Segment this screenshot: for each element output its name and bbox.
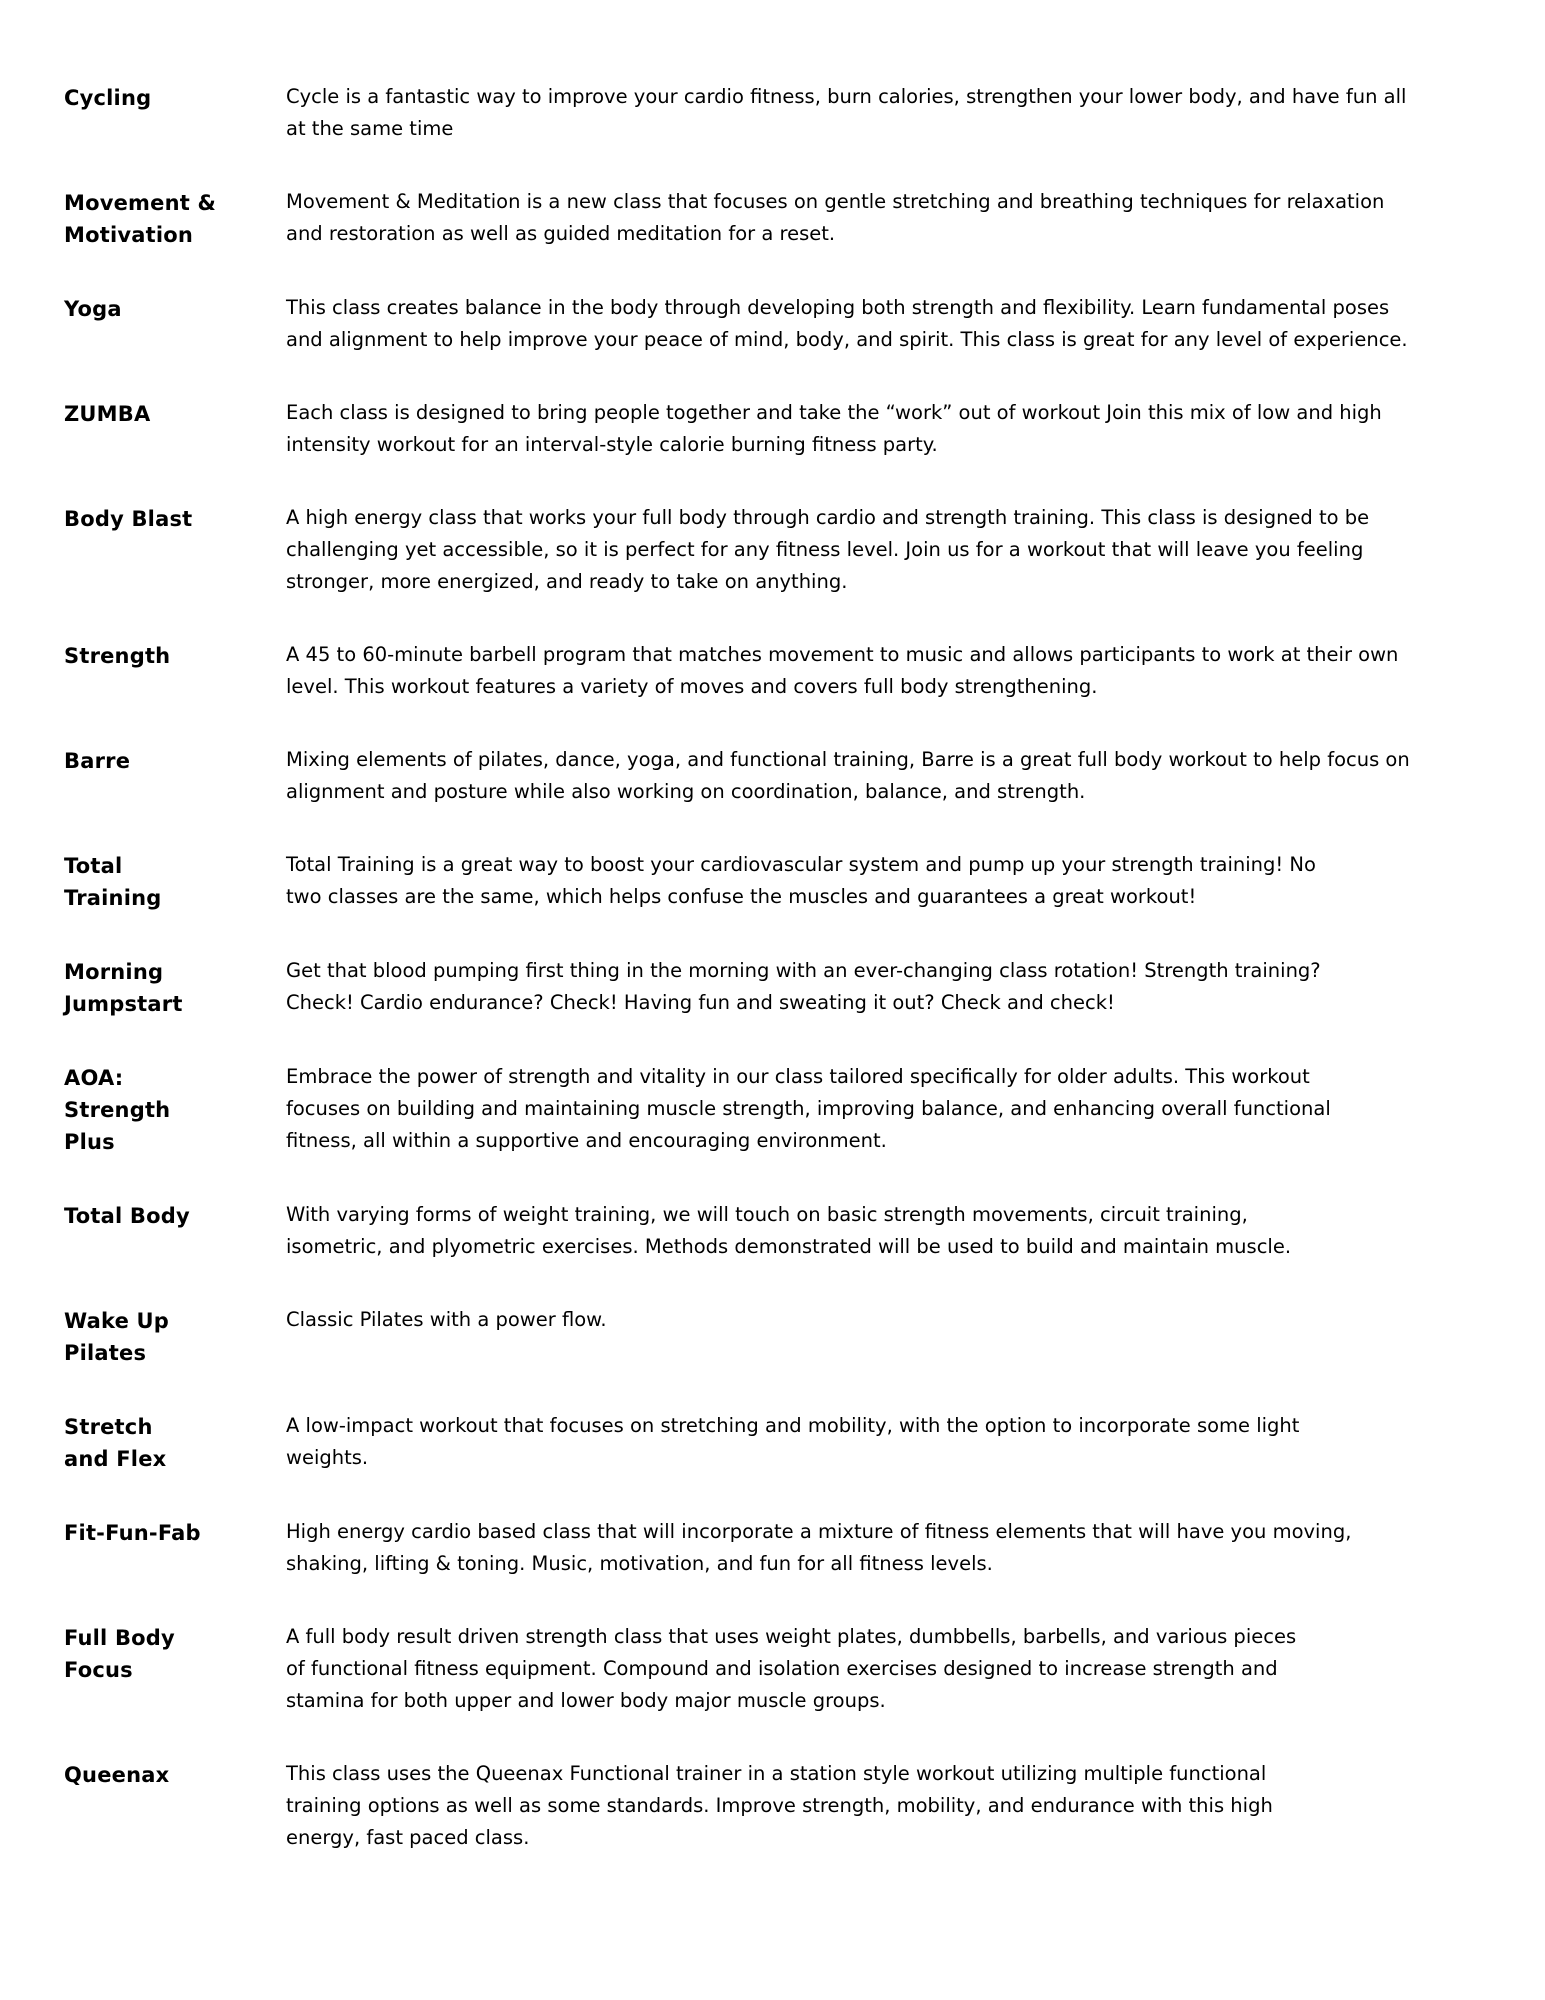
class-name-line: Total [64,854,123,878]
class-description [286,501,1464,598]
class-row [64,1620,1464,1717]
class-name [64,185,286,251]
class-description-line: shaking, lifting & toning. Music, motivation, and fun for all fitness levels. [286,1552,993,1575]
class-description-line: This class creates balance in the body through developing both strength and flexibility. Learn fundamental poses [286,296,1390,319]
class-description-line: A low-impact workout that focuses on stretching and mobility, with the option to incorporate some light [286,1414,1300,1437]
class-name [64,638,286,672]
class-row [64,185,1464,251]
class-row [64,954,1464,1020]
class-name-line: Plus [64,1130,115,1154]
class-description-line: fitness, all within a supportive and encouraging environment. [286,1129,887,1152]
class-description-line: This class uses the Queenax Functional trainer in a station style workout utilizing multiple functional [286,1762,1267,1785]
class-description-line: weights. [286,1446,369,1469]
class-description [286,291,1464,356]
class-name-line: Training [64,886,162,910]
class-description [286,848,1464,913]
class-description [286,185,1464,250]
class-description-line: stamina for both upper and lower body major muscle groups. [286,1689,886,1712]
class-description [286,1060,1464,1157]
class-name [64,1515,286,1549]
class-row [64,1198,1464,1263]
class-description-line: isometric, and plyometric exercises. Methods demonstrated will be used to build and maintain muscle. [286,1235,1292,1258]
class-description-line: Check! Cardio endurance? Check! Having fun and sweating it out? Check and check! [286,991,1115,1014]
class-description [286,638,1464,703]
class-name-line: Strength [64,644,171,668]
class-row [64,1060,1464,1158]
class-row [64,1409,1464,1475]
class-description-line: challenging yet accessible, so it is perfect for any fitness level. Join us for a workout that will leave you feeling [286,538,1364,561]
class-description-line: High energy cardio based class that will incorporate a mixture of fitness elements that will have you moving, [286,1520,1352,1543]
class-name [64,848,286,914]
class-name-line: Queenax [64,1763,170,1787]
class-name-line: Wake Up [64,1309,170,1333]
class-row [64,1303,1464,1369]
class-description-line: A full body result driven strength class that uses weight plates, dumbbells, barbells, and various pieces [286,1625,1297,1648]
class-description-line: Movement & Meditation is a new class that focuses on gentle stretching and breathing techniques for relaxation [286,190,1385,213]
class-description-line: level. This workout features a variety of moves and covers full body strengthening. [286,675,1098,698]
class-name [64,396,286,430]
class-description [286,1198,1464,1263]
class-name [64,1303,286,1369]
class-name-line: Full Body [64,1626,175,1650]
class-description-line: A high energy class that works your full body through cardio and strength training. This class is designed to be [286,506,1370,529]
class-description-line: alignment and posture while also working on coordination, balance, and strength. [286,780,1086,803]
class-row [64,501,1464,598]
class-name [64,743,286,777]
class-description [286,954,1464,1019]
class-row [64,396,1464,461]
class-row [64,1515,1464,1580]
class-description [286,1303,1464,1336]
class-name-line: Focus [64,1658,133,1682]
class-description-line: at the same time [286,117,454,140]
class-description [286,396,1464,461]
class-name-line: ZUMBA [64,402,151,426]
class-description-line: Mixing elements of pilates, dance, yoga, and functional training, Barre is a great full body workout to help focus on [286,748,1410,771]
class-description-line: Cycle is a fantastic way to improve your cardio fitness, burn calories, strengthen your lower body, and have fun all [286,85,1407,108]
class-row [64,291,1464,356]
class-row [64,743,1464,808]
class-description-line: of functional fitness equipment. Compound and isolation exercises designed to increase strength and [286,1657,1278,1680]
class-name [64,291,286,325]
class-description-line: With varying forms of weight training, we will touch on basic strength movements, circuit training, [286,1203,1248,1226]
class-name-line: Total Body [64,1204,190,1228]
class-description [286,1409,1464,1474]
class-name-line: Cycling [64,86,152,110]
class-name-line: AOA: [64,1066,124,1090]
class-description [286,80,1464,145]
class-row [64,848,1464,914]
class-name [64,1757,286,1791]
class-name-line: Strength [64,1098,171,1122]
class-description-line: Classic Pilates with a power flow. [286,1308,607,1331]
class-name-line: Movement & [64,191,216,215]
class-name [64,80,286,114]
class-description-line: intensity workout for an interval-style calorie burning fitness party. [286,433,938,456]
class-name-line: Motivation [64,223,194,247]
class-row [64,638,1464,703]
class-list [64,80,1464,1854]
class-description-line: stronger, more energized, and ready to take on anything. [286,570,848,593]
class-name-line: Fit-Fun-Fab [64,1521,201,1545]
class-description-line: Total Training is a great way to boost your cardiovascular system and pump up your strength training! No [286,853,1316,876]
class-description-line: energy, fast paced class. [286,1826,530,1849]
class-descriptions-page [64,80,1464,1854]
class-description-line: Embrace the power of strength and vitality in our class tailored specifically for older adults. This workout [286,1065,1310,1088]
class-name-line: Barre [64,749,131,773]
class-description-line: two classes are the same, which helps confuse the muscles and guarantees a great workout! [286,885,1197,908]
class-name [64,501,286,535]
class-description [286,1757,1464,1854]
class-description [286,1515,1464,1580]
class-name-line: Jumpstart [64,992,183,1016]
class-name-line: Stretch [64,1415,153,1439]
class-name-line: Yoga [64,297,122,321]
class-name-line: Pilates [64,1341,147,1365]
class-name [64,1198,286,1232]
class-name [64,1409,286,1475]
class-row [64,1757,1464,1854]
class-name-line: Morning [64,960,164,984]
class-name-line: Body Blast [64,507,193,531]
class-row [64,80,1464,145]
class-description-line: and alignment to help improve your peace of mind, body, and spirit. This class is great for any level of experience. [286,328,1408,351]
class-name [64,1620,286,1686]
class-description [286,743,1464,808]
class-description-line: A 45 to 60-minute barbell program that matches movement to music and allows participants to work at their own [286,643,1399,666]
class-description-line: focuses on building and maintaining muscle strength, improving balance, and enhancing overall functional [286,1097,1331,1120]
class-name [64,1060,286,1158]
class-name-line: and Flex [64,1447,167,1471]
class-description-line: training options as well as some standards. Improve strength, mobility, and endurance with this high [286,1794,1273,1817]
class-name [64,954,286,1020]
class-description [286,1620,1464,1717]
class-description-line: Get that blood pumping first thing in the morning with an ever-changing class rotation! Strength training? [286,959,1321,982]
class-description-line: Each class is designed to bring people together and take the “work” out of workout Join this mix of low and high [286,401,1382,424]
class-description-line: and restoration as well as guided meditation for a reset. [286,222,836,245]
